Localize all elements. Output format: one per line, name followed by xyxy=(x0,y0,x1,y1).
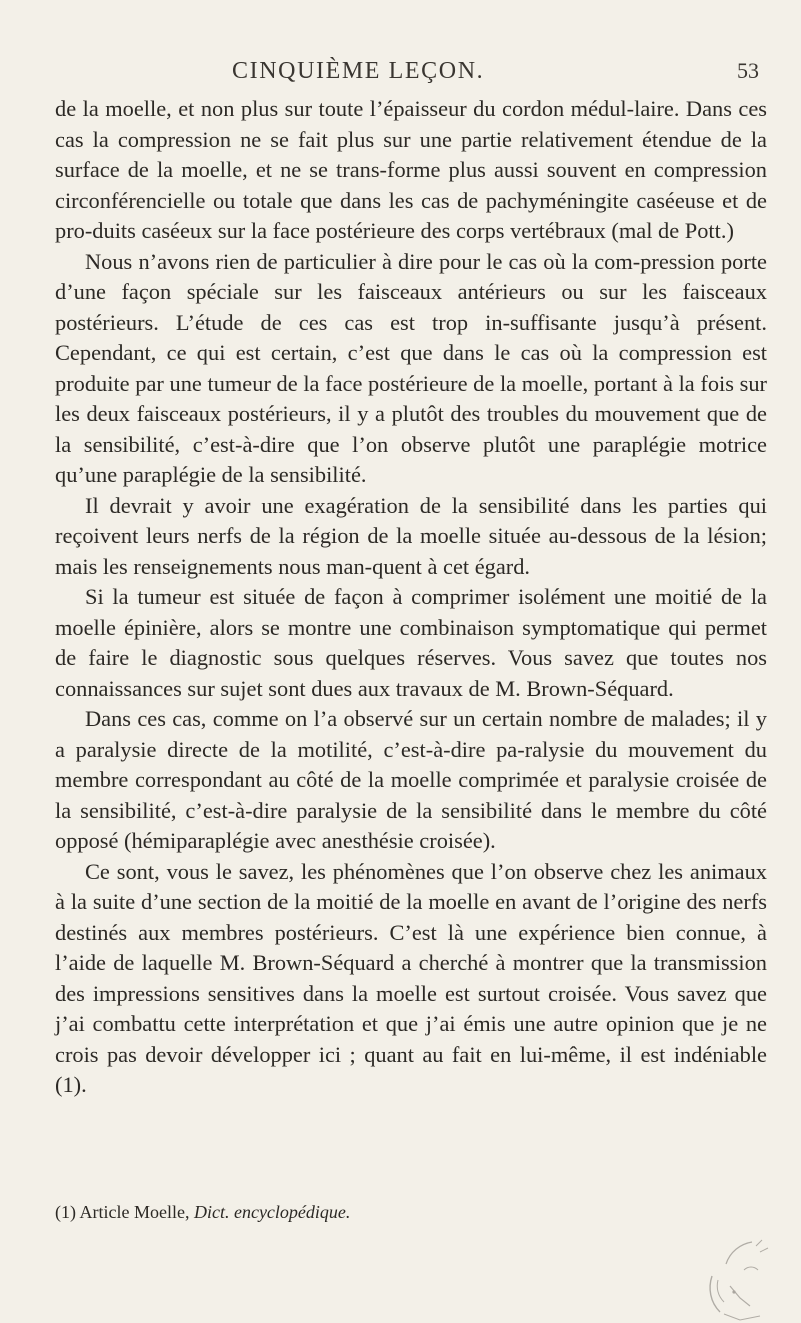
paragraph-1: de la moelle, et non plus sur toute l’épaisseur du cordon médul-laire. Dans ces cas la compression ne se fait plus sur une partie relativement étendue de la surface de la moelle, et ne se trans-forme plus aussi souvent en compression circonférencielle ou totale que dans les cas de pachyméningite caséeuse et de pro-duits caséeux sur la face postérieure des corps vertébraux (mal de Pott.) xyxy=(55,96,767,243)
page-number: 53 xyxy=(737,58,759,83)
footnote-text: (1) Article Moelle, xyxy=(55,1202,190,1222)
paragraph-2: Nous n’avons rien de particulier à dire pour le cas où la com-pression porte d’une façon spéciale sur les faisceaux antérieurs ou sur les faisceaux postérieurs. L’étude de ces cas est trop in-suffisante jusqu’à présent. Cependant, ce qui est certain, c’est que dans le cas où la compression est produite par une tumeur de la face postérieure de la moelle, portant à la fois sur les deux faisceaux postérieurs, il y a plutôt des troubles du mouvement que de la sensibilité, c’est-à-dire que l’on observe plutôt une paraplégie motrice qu’une paraplégie de la sensibilité. xyxy=(55,248,767,487)
paragraph-4: Si la tumeur est située de façon à comprimer isolément une moitié de la moelle épinière, alors se montre une combinaison symptomatique qui permet de faire le diagnostic sous quelques réserves. Vous savez que toutes nos connaissances sur sujet sont dues aux travaux de M. Brown-Séquard. xyxy=(55,584,767,701)
paragraph-6: Ce sont, vous le savez, les phénomènes que l’on observe chez les animaux à la suite d’une section de la moitié de la moelle en avant de l’origine des nerfs destinés aux membres postérieurs. C’est là une expérience bien connue, à l’aide de laquelle M. Brown-Séquard a cherché à montrer que la transmission des impressions sensitives dans la moelle est surtout croisée. Vous savez que j’ai combattu cette interprétation et que j’ai émis une autre opinion que je ne crois pas devoir développer ici ; quant au fait en lui-même, il est indéniable (1). xyxy=(55,858,767,1097)
body-text xyxy=(55,94,767,1101)
footnote xyxy=(55,1200,767,1224)
library-stamp-icon xyxy=(700,1236,786,1322)
paragraph-5: Dans ces cas, comme on l’a observé sur un certain nombre de malades; il y a paralysie directe de la motilité, c’est-à-dire pa-ralysie du mouvement du membre correspondant au côté de la moelle comprimée et paralysie croisée de la sensibilité, c’est-à-dire paralysie de la sensibilité dans le membre du côté opposé (hémiparaplégie avec anesthésie croisée). xyxy=(55,706,767,853)
footnote-source: Dict. encyclopédique. xyxy=(193,1202,351,1222)
running-head xyxy=(0,58,801,88)
running-title: CINQUIÈME LEÇON. xyxy=(232,58,485,84)
paragraph-3: Il devrait y avoir une exagération de la sensibilité dans les parties qui reçoivent leurs nerfs de la région de la moelle située au-dessous de la lésion; mais les renseignements nous man-quent à cet égard. xyxy=(55,492,767,579)
